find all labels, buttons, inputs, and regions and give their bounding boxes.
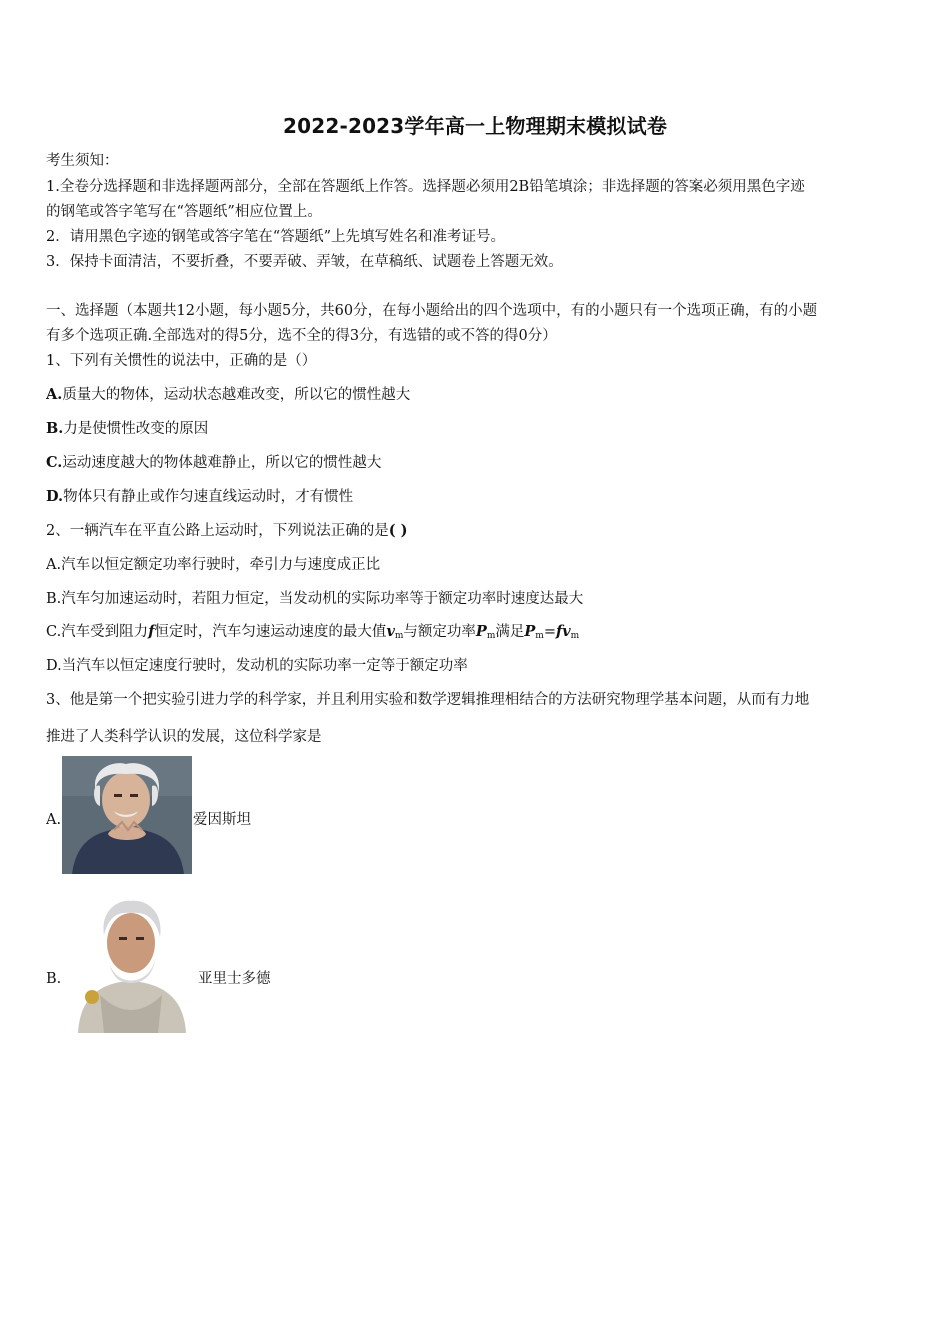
q1-option-a <box>46 385 908 405</box>
q2-option-d: D.当汽车以恒定速度行驶时，发动机的实际功率一定等于额定功率 <box>46 658 468 674</box>
q2-stem <box>46 521 908 541</box>
q2-option-a: A.汽车以恒定额定功率行驶时，牵引力与速度成正比 <box>46 557 381 573</box>
var-p: P <box>475 623 487 640</box>
q1-option-b-text: 力是使惯性改变的原因 <box>63 421 209 437</box>
q1-option-c-letter: C. <box>46 454 63 471</box>
q2-stem-text: 2、一辆汽车在平直公路上运动时，下列说法正确的是 <box>46 523 389 539</box>
q2-option-c <box>46 622 908 646</box>
q1-option-b <box>46 419 908 439</box>
q2-option-c-part-2: 恒定时，汽车匀速运动速度的最大值 <box>154 624 387 640</box>
section-instructions-line-1: 一、选择题（本题共12小题，每小题5分，共60分，在每小题给出的四个选项中，有的小题只有一个选项正确，有的小题 <box>46 303 818 319</box>
notice-item-2: 2．请用黑色字迹的钢笔或答字笔在“答题纸”上先填写姓名和准考证号。 <box>46 229 506 245</box>
q3-option-a-name: 爱因斯坦 <box>193 812 251 828</box>
exam-title: 2022-2023学年高一上物理期末模拟试卷 <box>282 114 668 138</box>
subscript-m: m <box>486 631 496 641</box>
var-p: P <box>524 623 536 640</box>
var-v: v <box>386 623 395 640</box>
q2-option-b: B.汽车匀加速运动时，若阻力恒定，当发动机的实际功率等于额定功率时速度达最大 <box>46 591 584 607</box>
var-f: f <box>148 623 155 640</box>
q2-option-c-part-3: 与额定功率 <box>403 624 476 640</box>
aristotle-portrait <box>70 897 192 1033</box>
q1-stem: 1、下列有关惯性的说法中，正确的是（） <box>46 353 317 369</box>
section-instructions-line-2: 有多个选项正确.全部选对的得5分，选不全的得3分，有选错的或不答的得0分） <box>46 328 557 344</box>
q1-option-a-text: 质量大的物体，运动状态越难改变，所以它的惯性越大 <box>62 387 411 403</box>
q2-option-c-part-1: C.汽车受到阻力 <box>46 624 149 640</box>
q1-option-d-letter: D. <box>46 488 64 505</box>
notice-item-1-cont: 的钢笔或答字笔写在“答题纸”相应位置上。 <box>46 204 322 220</box>
q1-option-d <box>46 487 908 507</box>
q1-option-c-text: 运动速度越大的物体越难静止，所以它的惯性越大 <box>62 455 382 471</box>
q3-stem-line-2: 推进了人类科学认识的发展，这位科学家是 <box>46 729 322 745</box>
q3-option-a-letter: A. <box>46 812 62 828</box>
q1-option-d-text: 物体只有静止或作匀速直线运动时，才有惯性 <box>63 489 354 505</box>
q1-option-a-letter: A. <box>46 386 63 403</box>
q1-option-c <box>46 453 908 473</box>
notice-heading: 考生须知： <box>46 153 119 169</box>
var-f: f <box>555 623 563 640</box>
var-v: v <box>562 623 571 640</box>
subscript-m: m <box>570 631 580 641</box>
subscript-m: m <box>535 631 544 641</box>
subscript-m: m <box>394 631 404 641</box>
notice-item-3: 3．保持卡面清洁，不要折叠，不要弄破、弄皱，在草稿纸、试题卷上答题无效。 <box>46 254 563 270</box>
notice-item-1: 1.全卷分选择题和非选择题两部分，全部在答题纸上作答。选择题必须用2B铅笔填涂；非选择题的答案必须用黑色字迹 <box>46 179 805 195</box>
q2-option-c-part-4: 满足 <box>495 624 525 640</box>
q2-answer-blank: ( ) <box>388 522 408 539</box>
q3-option-b-name: 亚里士多德 <box>198 971 271 987</box>
q3-option-b-letter: B. <box>46 971 62 987</box>
einstein-portrait <box>62 756 192 874</box>
q1-option-b-letter: B. <box>46 420 64 437</box>
equals-sign: = <box>543 624 556 640</box>
q3-stem-line-1: 3、他是第一个把实验引进力学的科学家，并且利用实验和数学逻辑推理相结合的方法研究物理学基本问题，从而有力地 <box>46 692 810 708</box>
